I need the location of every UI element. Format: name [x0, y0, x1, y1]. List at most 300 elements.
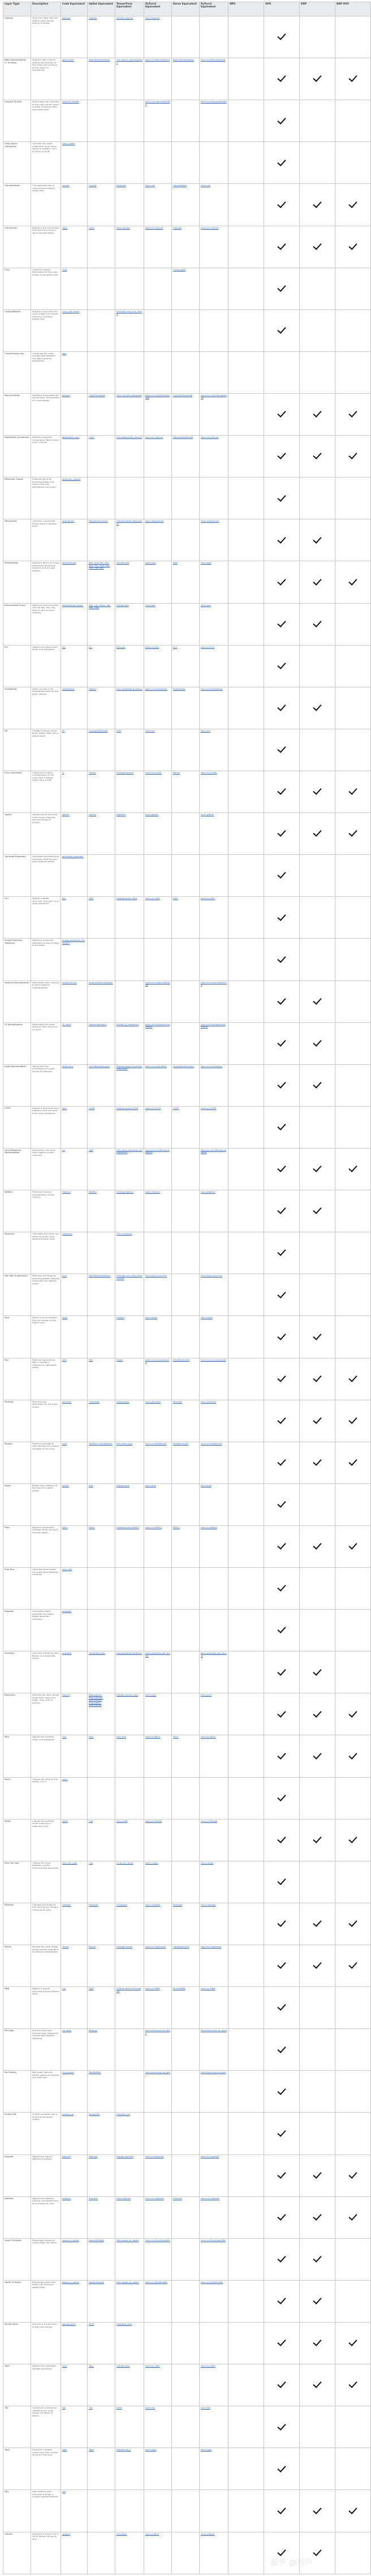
equivalent-link[interactable]: torch.nn.RNN — [144, 1987, 172, 2029]
equivalent-link[interactable]: torch.clamp — [200, 1861, 228, 1903]
equivalent-link — [200, 1568, 228, 1610]
equivalent-link[interactable]: torch.nn.PixelShuffle — [200, 2280, 228, 2322]
equivalent-link[interactable]: SpaceToDepth — [88, 2238, 115, 2280]
equivalent-link[interactable]: Abs, Exp, Floor, Log, Neg, Sqrt — [88, 603, 115, 645]
equivalent-link[interactable]: torch.tile — [200, 2406, 228, 2448]
equivalent-link[interactable]: Conv — [88, 436, 115, 478]
equivalent-link[interactable]: tf.linalg.matmul — [115, 771, 144, 812]
equivalent-link[interactable]: torch.nn.ReLU6 — [200, 1819, 228, 1861]
equivalent-link[interactable]: embedding — [61, 687, 88, 729]
equivalent-link[interactable]: tf.nn.relu6 — [115, 1819, 144, 1861]
equivalent-link[interactable]: tf.nn.softmax — [115, 2196, 144, 2238]
equivalent-link[interactable]: argmax — [61, 16, 88, 58]
equivalent-link[interactable]: nms — [61, 1274, 88, 1316]
equivalent-link[interactable]: Add — [172, 561, 200, 603]
equivalent-link[interactable]: resize — [61, 1945, 88, 1987]
equivalent-link[interactable]: torch.nn.Upsample — [200, 1945, 228, 1987]
equivalent-link[interactable]: Conv — [88, 226, 115, 268]
equivalent-link[interactable]: torchvision.ops.roi_align — [144, 2029, 172, 2071]
equivalent-link[interactable]: LayerNormalization — [88, 1064, 115, 1106]
equivalent-link[interactable]: torch.topk — [200, 2448, 228, 2490]
equivalent-link[interactable]: tf.unstack — [115, 2532, 144, 2574]
equivalent-link[interactable]: Concatenate — [172, 184, 200, 226]
equivalent-link[interactable]: Gather — [88, 813, 115, 855]
equivalent-link[interactable]: tf.nn.conv2d_transpose — [115, 393, 144, 435]
equivalent-link[interactable]: Reshape — [88, 1903, 115, 1945]
check-icon — [277, 786, 286, 795]
equivalent-link[interactable]: torch.nn.MaxPool2d — [144, 1442, 172, 1483]
equivalent-link[interactable]: tf.math.argmax — [115, 16, 144, 58]
equivalent-link — [172, 603, 200, 645]
equivalent-link[interactable]: tf.linalg.matmul — [115, 1190, 144, 1232]
equivalent-link[interactable]: tf.image.non_max_suppression — [115, 1274, 144, 1316]
equivalent-link[interactable]: tf.tile — [115, 2406, 144, 2448]
equivalent-link[interactable]: proposal — [61, 1610, 88, 1652]
equivalent-link[interactable]: torchvision.ops.roi_pool — [200, 2071, 228, 2113]
equivalent-link[interactable]: Gather — [88, 687, 115, 729]
check-icon — [313, 2254, 321, 2263]
equivalent-link[interactable]: Embedding — [172, 687, 200, 729]
equivalent-link[interactable]: unpack — [61, 2532, 88, 2574]
equivalent-link[interactable]: tf.math.tanh — [115, 2364, 144, 2406]
equivalent-link[interactable]: tf.math.abs — [115, 603, 144, 645]
equivalent-link[interactable]: torch.full — [200, 729, 228, 771]
equivalent-link[interactable]: Softmax — [88, 2196, 115, 2238]
equivalent-link[interactable]: image_projective_transform — [61, 939, 88, 980]
equivalent-link[interactable]: torch.dequantize — [144, 519, 172, 561]
equivalent-link[interactable]: power — [61, 1483, 88, 1525]
check-icon — [313, 1038, 321, 1047]
equivalent-link[interactable]: tf.nn.space_to_depth — [115, 2238, 144, 2280]
equivalent-link[interactable]: relu_min_max — [61, 1861, 88, 1903]
equivalent-link[interactable]: torch.permute — [144, 1400, 172, 1442]
equivalent-link[interactable]: sigmoid — [61, 2154, 88, 2196]
equivalent-link[interactable]: reshape — [61, 1903, 88, 1945]
equivalent-link[interactable]: elu — [61, 645, 88, 687]
equivalent-link[interactable]: Reshape — [172, 1903, 200, 1945]
column-header: NPU — [228, 2, 264, 16]
equivalent-link[interactable]: torch.clamp — [144, 1861, 172, 1903]
equivalent-link[interactable]: torch.nn.GRU — [144, 897, 172, 939]
equivalent-link[interactable]: torch.stack — [200, 1316, 228, 1358]
equivalent-link[interactable]: relu1 — [61, 1777, 88, 1819]
equivalent-link[interactable]: channel_shuffle — [61, 100, 88, 142]
equivalent-link[interactable]: torch.pow — [144, 1483, 172, 1525]
equivalent-link[interactable]: torch.nn.ReLU6 — [144, 1819, 172, 1861]
equivalent-link[interactable]: gru — [61, 897, 88, 939]
equivalent-link[interactable]: torch.nn.Tanh — [144, 2364, 172, 2406]
equivalent-link[interactable]: UpSampling2D — [172, 1945, 200, 1987]
equivalent-link[interactable]: BatchNormalization — [172, 58, 200, 100]
equivalent-link[interactable]: ReLU — [172, 1735, 200, 1777]
equivalent-link[interactable]: torch.nn.functional.normalize — [200, 1022, 228, 1064]
equivalent-link[interactable]: GRU — [88, 897, 115, 939]
support-cell — [264, 1442, 300, 1483]
equivalent-link[interactable]: torch.nn.LocalResponseNorm — [200, 1148, 228, 1190]
equivalent-link[interactable]: tf.clip_by_value — [115, 1861, 144, 1903]
equivalent-link[interactable]: ZeroPadding2D — [172, 1358, 200, 1400]
equivalent-link[interactable]: relu — [61, 1735, 88, 1777]
equivalent-link[interactable]: tf.nn.conv2d — [115, 226, 144, 268]
equivalent-link — [200, 142, 228, 184]
equivalent-link[interactable]: torch.nn.PReLU — [200, 1525, 228, 1567]
equivalent-link[interactable]: scatter_nd — [61, 2113, 88, 2154]
equivalent-link[interactable]: torchvision.ops.roi_align — [200, 2029, 228, 2071]
equivalent-link[interactable]: matmul — [61, 1190, 88, 1232]
equivalent-link[interactable]: Clip — [88, 1819, 115, 1861]
equivalent-link[interactable]: torch.matmul — [200, 1190, 228, 1232]
equivalent-link[interactable]: torch.nn.functional.normalize — [144, 1022, 172, 1064]
equivalent-link[interactable]: gather — [61, 813, 88, 855]
equivalent-link[interactable]: Softmax — [172, 2196, 200, 2238]
equivalent-link[interactable]: instancenorm — [61, 980, 88, 1022]
equivalent-link[interactable]: torch.nn.functional.pad — [200, 1358, 228, 1400]
equivalent-link[interactable]: torch.cat — [200, 184, 228, 226]
equivalent-link[interactable]: color_space — [61, 142, 88, 184]
equivalent-link[interactable]: tf.keras.layers.GRU — [115, 897, 144, 939]
equivalent-link[interactable]: tf.math.l2_normalize — [115, 1022, 144, 1064]
equivalent-link[interactable]: torch.stack — [144, 1316, 172, 1358]
equivalent-link[interactable]: torch.dequantize — [200, 519, 228, 561]
equivalent-link[interactable]: tf.nn.elu — [115, 645, 144, 687]
equivalent-link[interactable]: elementwise_unary — [61, 603, 88, 645]
equivalent-link[interactable]: Concat — [88, 184, 115, 226]
equivalent-link[interactable]: torch.nn.Linear — [200, 771, 228, 812]
equivalent-link[interactable]: MatMul — [88, 1190, 115, 1232]
equivalent-link[interactable]: tf.nn.batch_normalization — [115, 58, 144, 100]
equivalent-link[interactable]: detection_output — [61, 478, 88, 519]
equivalent-link[interactable]: torchvision.ops.roi_pool — [144, 2071, 172, 2113]
equivalent-link[interactable]: Add, Sub, Mul, Div, Max, Min, Pow, Abs, Exp, Log, Sqrt — [88, 561, 115, 603]
equivalent-link[interactable]: torch.nn.ConvTranspose2d — [144, 393, 172, 435]
equivalent-link[interactable]: torch.sum — [200, 1693, 228, 1735]
support-cell — [228, 1777, 264, 1819]
equivalent-link[interactable]: BatchNormalization — [88, 58, 115, 100]
equivalent-link[interactable]: Gemm — [88, 771, 115, 812]
equivalent-link[interactable]: moments — [61, 1232, 88, 1274]
equivalent-link[interactable]: RoiAlign — [88, 2029, 115, 2071]
equivalent-link[interactable]: Resize — [88, 1945, 115, 1987]
equivalent-link[interactable]: torch.nn.LayerNorm — [200, 1064, 228, 1106]
equivalent-link[interactable]: Conv2D — [172, 226, 200, 268]
equivalent-link[interactable]: tf.math.pow — [115, 1483, 144, 1525]
equivalent-link[interactable]: Tanh — [88, 2364, 115, 2406]
equivalent-link[interactable]: torch.nn.Softmax — [144, 2196, 172, 2238]
equivalent-link[interactable]: torch.nn.Embedding — [200, 687, 228, 729]
equivalent-link[interactable]: torch.nn.ChannelShuffle — [200, 100, 228, 142]
equivalent-link[interactable]: torch.nn.LocalResponseNorm — [144, 1148, 172, 1190]
equivalent-link[interactable]: tf.gather — [115, 813, 144, 855]
equivalent-link[interactable]: prior_box — [61, 1568, 88, 1610]
equivalent-link[interactable]: fill — [61, 729, 88, 771]
equivalent-link[interactable]: pack — [61, 1316, 88, 1358]
support-cell — [264, 100, 300, 142]
equivalent-link[interactable]: torchvision.ops.nms — [144, 1274, 172, 1316]
support-cell — [300, 1861, 335, 1903]
equivalent-link[interactable]: torch.nn.Softmax — [200, 2196, 228, 2238]
support-cell — [300, 897, 335, 939]
equivalent-link[interactable]: torch.nn.ReLU — [144, 1735, 172, 1777]
equivalent-link[interactable]: crop_and_resize — [61, 309, 88, 351]
equivalent-link[interactable]: dequantize — [61, 519, 88, 561]
equivalent-link[interactable]: depthwise_conv — [61, 436, 88, 478]
equivalent-link[interactable]: roi_pooling — [61, 2071, 88, 2113]
equivalent-link[interactable]: permute — [61, 1400, 88, 1442]
support-cell — [335, 1400, 371, 1442]
equivalent-link[interactable]: torch.nn.ChannelShuffle — [144, 100, 172, 142]
equivalent-link — [200, 1610, 228, 1652]
equivalent-link[interactable]: RNN — [88, 1987, 115, 2029]
equivalent-link[interactable]: torch.add — [200, 561, 228, 603]
description-cell: Creates a tensor of the given shape filled with a scalar value. — [31, 729, 61, 771]
equivalent-link[interactable]: torch.nn.BatchNorm2d — [200, 58, 228, 100]
equivalent-link[interactable]: tf.keras.layers.PReLU — [115, 1525, 144, 1567]
equivalent-link[interactable]: torch.pow — [200, 1483, 228, 1525]
equivalent-link — [172, 2364, 200, 2406]
equivalent-link[interactable]: torchvision.ops.nms — [200, 1274, 228, 1316]
equivalent-link[interactable]: MaxPool, AveragePool — [88, 1442, 115, 1483]
equivalent-link[interactable]: topk — [61, 2448, 88, 2490]
equivalent-link[interactable]: udl — [61, 2490, 88, 2532]
equivalent-link[interactable]: tf.pad — [115, 1358, 144, 1400]
equivalent-link[interactable]: fc — [61, 771, 88, 812]
equivalent-link[interactable]: Pad — [88, 1358, 115, 1400]
equivalent-link[interactable]: SimpleRNN — [172, 1987, 200, 2029]
equivalent-link[interactable]: torch.sum — [144, 1693, 172, 1735]
equivalent-link[interactable]: DepthToSpace — [88, 2280, 115, 2322]
equivalent-link[interactable]: torch.unbind — [200, 2532, 228, 2574]
equivalent-link[interactable]: torch.nn.PixelShuffle — [144, 2280, 172, 2322]
equivalent-link[interactable]: roi_align — [61, 2029, 88, 2071]
support-cell — [300, 603, 335, 645]
equivalent-link[interactable]: LpNormalization — [88, 1022, 115, 1064]
equivalent-link[interactable]: deconv — [61, 393, 88, 435]
equivalent-link[interactable]: torch.nn.ELU — [144, 645, 172, 687]
equivalent-link[interactable]: LSTM — [172, 1106, 200, 1148]
equivalent-link[interactable]: tf.image.resize — [115, 1945, 144, 1987]
equivalent-link[interactable]: torch.unbind — [144, 2532, 172, 2574]
equivalent-link[interactable]: tf.math.add — [115, 561, 144, 603]
equivalent-link[interactable]: torch.nn.LSTM — [144, 1106, 172, 1148]
equivalent-link[interactable]: Elu — [88, 645, 115, 687]
equivalent-link[interactable]: Permute — [172, 1400, 200, 1442]
support-cell — [335, 268, 371, 309]
equivalent-link[interactable]: MaxRoiPool — [88, 2071, 115, 2113]
equivalent-link[interactable]: tile — [61, 2406, 88, 2448]
equivalent-link[interactable]: tf.strided_slice — [115, 2323, 144, 2364]
equivalent-link[interactable]: torch.nn.InstanceNorm2d — [144, 980, 172, 1022]
equivalent-link[interactable]: generate_proposals — [61, 855, 88, 897]
equivalent-link[interactable]: torch.nn.Tanh — [200, 2364, 228, 2406]
equivalent-link[interactable]: torch.nn.MaxPool2d — [200, 1442, 228, 1483]
equivalent-link[interactable]: loss — [61, 351, 88, 393]
check-icon — [313, 828, 321, 837]
equivalent-link[interactable]: torch.abs — [144, 603, 172, 645]
equivalent-link[interactable]: torch.nn.PixelUnshuffle — [144, 2238, 172, 2280]
equivalent-link[interactable]: torch.nn.LSTM — [200, 1106, 228, 1148]
equivalent-link[interactable]: tanh — [61, 2364, 88, 2406]
equivalent-link[interactable]: ScatterND — [88, 2113, 115, 2154]
equivalent-link[interactable]: tf.scatter_nd — [115, 2113, 144, 2154]
equivalent-link[interactable]: torch.nn.RNN — [200, 1987, 228, 2029]
equivalent-link[interactable]: torch.nn.LayerNorm — [144, 1064, 172, 1106]
equivalent-link[interactable]: PRelu — [88, 1525, 115, 1567]
equivalent-link[interactable]: strided_slice — [61, 2323, 88, 2364]
equivalent-link[interactable]: PReLU — [172, 1525, 200, 1567]
equivalent-link[interactable]: QuantizeLinear — [88, 1652, 115, 1693]
equivalent-link[interactable]: tf.nn.local_response_normalization — [115, 1148, 144, 1190]
equivalent-link[interactable]: elementwise — [61, 561, 88, 603]
equivalent-link[interactable]: torch.abs — [200, 603, 228, 645]
description-cell: Converts the input image from one colour space to another, such as NV21 to RGB. — [31, 142, 61, 184]
equivalent-link[interactable]: torch.nn.Embedding — [144, 687, 172, 729]
equivalent-link[interactable]: conv — [61, 226, 88, 268]
equivalent-link[interactable]: InstanceNormalization — [88, 980, 115, 1022]
equivalent-link[interactable]: l2_norm — [61, 1022, 88, 1064]
equivalent-link[interactable]: batchnorm — [61, 58, 88, 100]
equivalent-link[interactable]: torch.cat — [144, 184, 172, 226]
equivalent-link — [172, 1148, 200, 1190]
equivalent-link[interactable]: torch.nn.Upsample — [144, 1945, 172, 1987]
equivalent-link[interactable]: tf.stack — [115, 1316, 144, 1358]
equivalent-link[interactable]: depth_to_space — [61, 2280, 88, 2322]
equivalent-link[interactable]: tf.nn.moments — [115, 1232, 144, 1274]
equivalent-link[interactable]: ConvTranspose — [88, 393, 115, 435]
equivalent-link[interactable]: tf.math.reduce_sum — [115, 1693, 144, 1735]
equivalent-link[interactable]: ConstantOfShape — [88, 729, 115, 771]
equivalent-link[interactable]: tf.nn.depth_to_space — [115, 2280, 144, 2322]
support-cell — [264, 1652, 300, 1693]
equivalent-link[interactable]: DequantizeLinear — [88, 519, 115, 561]
equivalent-link[interactable]: torch.tile — [144, 2406, 172, 2448]
equivalent-link[interactable]: reduce — [61, 1693, 88, 1735]
equivalent-link[interactable]: concat — [61, 184, 88, 226]
equivalent-link[interactable]: tf.keras.layers.LayerNormalization — [115, 1064, 144, 1106]
equivalent-link[interactable]: MaxPooling2D — [172, 1442, 200, 1483]
equivalent-link[interactable]: rnn — [61, 1987, 88, 2029]
equivalent-link[interactable]: LRN — [88, 1148, 115, 1190]
equivalent-link[interactable]: torch.nn.BatchNorm2d — [144, 58, 172, 100]
equivalent-link[interactable]: tf.keras.layers.LSTM — [115, 1106, 144, 1148]
equivalent-link[interactable]: torch.reshape — [144, 1903, 172, 1945]
equivalent-link[interactable]: torch.nn.Sigmoid — [200, 2154, 228, 2196]
equivalent-link[interactable]: torch.permute — [200, 1400, 228, 1442]
layer-type-cell: Reduction — [3, 1693, 31, 1735]
equivalent-link[interactable]: ReduceSum, ReduceMean, ReduceMax, ReduceMin, ReduceProd — [88, 1693, 115, 1735]
support-cell — [228, 1903, 264, 1945]
equivalent-link[interactable]: ArgMax — [88, 16, 115, 58]
equivalent-link[interactable]: torch.nn.Conv2d — [200, 226, 228, 268]
equivalent-link[interactable]: Slice — [88, 2323, 115, 2364]
equivalent-link[interactable]: torch.nn.PReLU — [144, 1525, 172, 1567]
equivalent-link[interactable]: tf.quantization.dequantize — [115, 519, 144, 561]
equivalent-link[interactable]: torch.quantize_per_tensor — [144, 1652, 172, 1693]
equivalent-link[interactable]: tf.math.top_k — [115, 2448, 144, 2490]
equivalent-link[interactable]: tf.nn.relu — [115, 1735, 144, 1777]
equivalent-link[interactable]: Pow — [88, 1483, 115, 1525]
equivalent-link[interactable]: Clip — [88, 1861, 115, 1903]
equivalent-link[interactable]: tf.nn.max_pool — [115, 1442, 144, 1483]
equivalent-link[interactable]: LayerNormalization — [172, 1064, 200, 1106]
equivalent-link[interactable]: crop — [61, 268, 88, 309]
equivalent-link[interactable]: tf.keras.layers.SimpleRNN — [115, 1987, 144, 2029]
equivalent-link[interactable]: torch.argmax — [144, 16, 172, 58]
equivalent-link[interactable]: TopK — [88, 2448, 115, 2490]
equivalent-link[interactable]: Relu — [88, 1735, 115, 1777]
equivalent-link[interactable]: lstm — [61, 1106, 88, 1148]
equivalent-link[interactable]: torch.nn.Linear — [144, 771, 172, 812]
equivalent-link[interactable]: torch.nn.ConvTranspose2d — [200, 393, 228, 435]
equivalent-link[interactable]: torch.add — [144, 561, 172, 603]
equivalent-link[interactable]: torch.nn.InstanceNorm2d — [200, 980, 228, 1022]
equivalent-link[interactable]: torch.nn.GRU — [200, 897, 228, 939]
equivalent-link[interactable]: tf.image.crop_and_resize — [115, 309, 144, 351]
equivalent-link[interactable]: tf.fill — [115, 729, 144, 771]
equivalent-link[interactable]: Tile — [88, 2406, 115, 2448]
equivalent-link[interactable]: LSTM — [88, 1106, 115, 1148]
equivalent-link[interactable]: torch.nn.Sigmoid — [144, 2154, 172, 2196]
equivalent-link[interactable]: tf.nn.embedding_lookup — [115, 687, 144, 729]
support-cell — [335, 771, 371, 812]
equivalent-link[interactable]: GRU — [172, 897, 200, 939]
equivalent-link[interactable]: Dense — [172, 771, 200, 812]
equivalent-link[interactable]: torch.gather — [144, 813, 172, 855]
support-cell — [300, 2364, 335, 2406]
description-cell: Applies the logistic sigmoid activation. — [31, 2154, 61, 2196]
equivalent-link[interactable]: tf.nn.depthwise_conv2d — [115, 436, 144, 478]
equivalent-link[interactable]: torch.nn.Conv2d — [144, 226, 172, 268]
equivalent-link[interactable]: torch.nn.Conv2d — [144, 436, 172, 478]
equivalent-link[interactable]: torch.reshape — [200, 1903, 228, 1945]
equivalent-link[interactable]: softmax — [61, 2196, 88, 2238]
equivalent-link[interactable]: quantize — [61, 1652, 88, 1693]
equivalent-link[interactable]: tf.concat — [115, 184, 144, 226]
equivalent-link[interactable]: Conv2DTranspose — [172, 393, 200, 435]
equivalent-link[interactable]: torch.topk — [144, 2448, 172, 2490]
equivalent-link[interactable]: torch.quantize_per_tensor — [200, 1652, 228, 1693]
equivalent-link[interactable]: tf.transpose — [115, 1400, 144, 1442]
equivalent-link[interactable]: prelu — [61, 1525, 88, 1567]
equivalent-link[interactable]: Sigmoid — [88, 2154, 115, 2196]
equivalent-link[interactable]: pad — [61, 1358, 88, 1400]
equivalent-link[interactable]: torch.nn.Conv2d — [200, 436, 228, 478]
check-icon — [313, 577, 321, 586]
support-cell — [300, 309, 335, 351]
equivalent-link[interactable]: Cropping2D — [172, 268, 200, 309]
equivalent-link[interactable]: tf.reshape — [115, 1903, 144, 1945]
equivalent-link[interactable]: relu6 — [61, 1819, 88, 1861]
equivalent-link[interactable]: tf.quantization.quantize — [115, 1652, 144, 1693]
equivalent-link[interactable]: space_to_depth — [61, 2238, 88, 2280]
equivalent-link[interactable]: torch.nn.ReLU — [200, 1735, 228, 1777]
equivalent-link[interactable]: NonMaxSuppression — [88, 1274, 115, 1316]
equivalent-link[interactable]: torch.nn.functional.pad — [144, 1358, 172, 1400]
equivalent-link[interactable]: torch.nn.ELU — [200, 645, 228, 687]
equivalent-link[interactable]: Transpose — [88, 1400, 115, 1442]
equivalent-link[interactable]: DepthwiseConv2D — [172, 436, 200, 478]
equivalent-link[interactable]: ELU — [172, 645, 200, 687]
support-cell — [335, 2113, 371, 2154]
equivalent-link[interactable]: torch.full — [144, 729, 172, 771]
equivalent-link[interactable]: tf.math.sigmoid — [115, 2154, 144, 2196]
equivalent-link[interactable]: pool — [61, 1442, 88, 1483]
equivalent-link[interactable]: lrn — [61, 1148, 88, 1190]
equivalent-link[interactable]: torch.matmul — [144, 1190, 172, 1232]
equivalent-link[interactable]: layernorm — [61, 1064, 88, 1106]
equivalent-link[interactable]: torch.nn.PixelUnshuffle — [200, 2238, 228, 2280]
check-icon — [277, 2463, 286, 2472]
equivalent-link[interactable]: torch.gather — [200, 813, 228, 855]
